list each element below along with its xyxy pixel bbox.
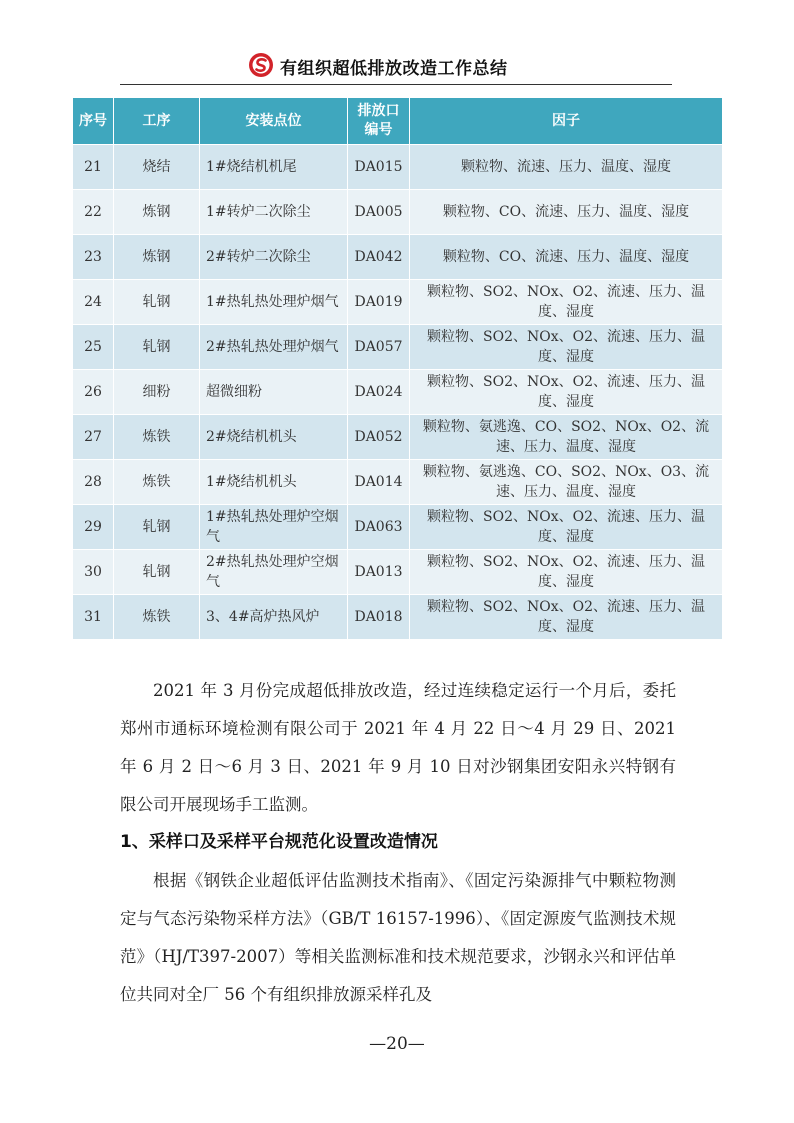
cell-factors: 颗粒物、SO2、NOx、O2、流速、压力、温度、湿度 [410,595,723,640]
cell-factors: 颗粒物、SO2、NOx、O2、流速、压力、温度、湿度 [410,505,723,550]
column-header-code: 排放口编号 [348,98,410,145]
cell-location: 2#烧结机机头 [200,415,348,460]
cell-no: 26 [73,370,114,415]
cell-process: 炼铁 [114,460,200,505]
cell-factors: 颗粒物、SO2、NOx、O2、流速、压力、温度、湿度 [410,370,723,415]
cell-process: 轧钢 [114,280,200,325]
column-header-no: 序号 [73,98,114,145]
cell-code: DA005 [348,190,410,235]
cell-code: DA052 [348,415,410,460]
cell-factors: 颗粒物、SO2、NOx、O2、流速、压力、温度、湿度 [410,550,723,595]
cell-code: DA042 [348,235,410,280]
cell-process: 炼钢 [114,190,200,235]
table-header-row [73,98,723,145]
cell-factors: 颗粒物、SO2、NOx、O2、流速、压力、温度、湿度 [410,280,723,325]
cell-location: 1#热轧热处理炉烟气 [200,280,348,325]
cell-no: 24 [73,280,114,325]
cell-no: 27 [73,415,114,460]
cell-code: DA019 [348,280,410,325]
cell-factors: 颗粒物、氨逃逸、CO、SO2、NOx、O3、流速、压力、温度、湿度 [410,460,723,505]
cell-code: DA024 [348,370,410,415]
page-header [120,52,672,85]
header-title: 有组织超低排放改造工作总结 [280,59,508,79]
cell-code: DA014 [348,460,410,505]
cell-location: 2#热轧热处理炉烟气 [200,325,348,370]
body-paragraph-standards: 根据《钢铁企业超低评估监测技术指南》、《固定污染源排气中颗粒物测定与气态污染物采样方法》（GB/T 16157-1996）、《固定源废气监测技术规范》（HJ/T397-2007）等相关监测标准和技术规范要求，沙钢永兴和评估单位共同对全厂 56 个有组织排放源采样孔及 [120,871,676,1004]
cell-location: 1#转炉二次除尘 [200,190,348,235]
table-row [73,595,723,640]
table-row [73,235,723,280]
cell-no: 28 [73,460,114,505]
cell-factors: 颗粒物、CO、流速、压力、温度、湿度 [410,235,723,280]
cell-location: 1#烧结机机尾 [200,145,348,190]
cell-process: 炼钢 [114,235,200,280]
cell-factors: 颗粒物、SO2、NOx、O2、流速、压力、温度、湿度 [410,325,723,370]
table-row [73,460,723,505]
cell-factors: 颗粒物、流速、压力、温度、湿度 [410,145,723,190]
cell-no: 22 [73,190,114,235]
cell-process: 烧结 [114,145,200,190]
cell-process: 炼铁 [114,595,200,640]
cell-factors: 颗粒物、氨逃逸、CO、SO2、NOx、O2、流速、压力、温度、湿度 [410,415,723,460]
cell-process: 轧钢 [114,325,200,370]
cell-no: 21 [73,145,114,190]
cell-location: 3、4#高炉热风炉 [200,595,348,640]
cell-process: 轧钢 [114,550,200,595]
table-row [73,190,723,235]
table-row [73,370,723,415]
table-row [73,145,723,190]
cell-no: 23 [73,235,114,280]
cell-no: 30 [73,550,114,595]
cell-location: 1#热轧热处理炉空烟气 [200,505,348,550]
cell-process: 细粉 [114,370,200,415]
table-row [73,280,723,325]
body-paragraph-monitoring: 2021 年 3 月份完成超低排放改造，经过连续稳定运行一个月后，委托郑州市通标环境检测有限公司于 2021 年 4 月 22 日～4 月 29 日、2021 年 6 月 2 日～6 月 3 日、2021 年 9 月 10 日对沙钢集团安阳永兴特钢有限公司开展现场手工监测。 [120,681,676,814]
column-header-location: 安装点位 [200,98,348,145]
cell-code: DA018 [348,595,410,640]
cell-no: 29 [73,505,114,550]
cell-location: 2#热轧热处理炉空烟气 [200,550,348,595]
cell-location: 1#烧结机机头 [200,460,348,505]
cell-no: 31 [73,595,114,640]
column-header-factors: 因子 [410,98,723,145]
table-row [73,325,723,370]
cell-location: 2#转炉二次除尘 [200,235,348,280]
cell-code: DA013 [348,550,410,595]
column-header-process: 工序 [114,98,200,145]
cell-process: 轧钢 [114,505,200,550]
cell-code: DA063 [348,505,410,550]
company-logo-icon [248,52,274,78]
section-heading: 1、采样口及采样平台规范化设置改造情况 [120,832,438,852]
cell-location: 超微细粉 [200,370,348,415]
cell-code: DA015 [348,145,410,190]
table-row [73,505,723,550]
cell-process: 炼铁 [114,415,200,460]
table-row [73,415,723,460]
page-number: —20— [369,1034,425,1054]
cell-no: 25 [73,325,114,370]
cell-code: DA057 [348,325,410,370]
monitoring-points-table [72,97,723,640]
table-row [73,550,723,595]
cell-factors: 颗粒物、CO、流速、压力、温度、湿度 [410,190,723,235]
